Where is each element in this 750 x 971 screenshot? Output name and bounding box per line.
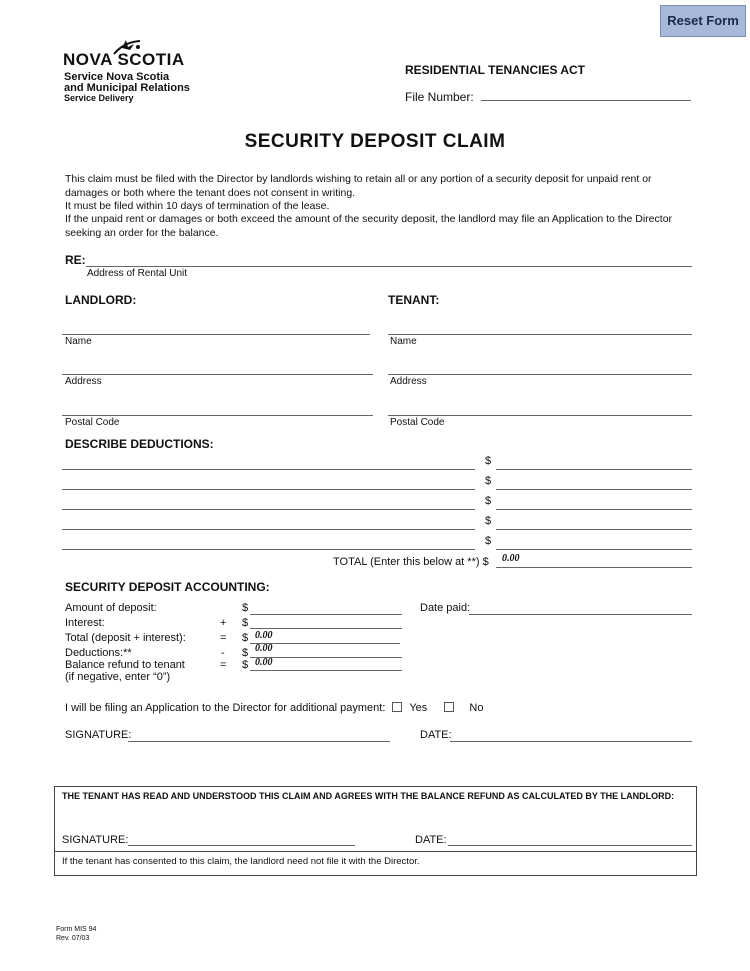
file-number-input[interactable]: [481, 86, 691, 101]
no-checkbox[interactable]: [444, 702, 454, 712]
balance-refund-note: (if negative, enter “0”): [65, 671, 171, 683]
date-paid-label: Date paid:: [420, 602, 471, 614]
reset-form-button[interactable]: Reset Form: [660, 5, 746, 37]
rental-address-caption: Address of Rental Unit: [87, 268, 188, 279]
tenant-consent-note: If the tenant has consented to this claim, the landlord need not file it with the Director.: [62, 856, 420, 867]
tenant-name-input[interactable]: [388, 320, 692, 335]
currency-symbol: $: [485, 515, 492, 527]
equals-operator: =: [220, 659, 227, 671]
deduction-amount-input[interactable]: [496, 475, 692, 490]
application-question: [65, 702, 483, 714]
yes-checkbox[interactable]: [392, 702, 402, 712]
tenant-agreement-box: [54, 786, 697, 876]
deductions-heading: DESCRIBE DEDUCTIONS:: [65, 437, 214, 451]
deduction-description-input[interactable]: [62, 475, 475, 490]
interest-input[interactable]: [250, 614, 402, 629]
logo-wordmark: NOVA SCOTIA: [63, 50, 185, 69]
currency-symbol: $: [242, 632, 249, 644]
landlord-signature-input[interactable]: [128, 727, 390, 742]
deduction-description-input[interactable]: [62, 535, 475, 550]
balance-refund-input[interactable]: [250, 656, 402, 671]
tenant-postal-input[interactable]: [388, 401, 692, 416]
landlord-name-label: Name: [65, 336, 92, 347]
date-label: DATE:: [420, 729, 452, 741]
minus-operator: -: [221, 647, 225, 659]
signature-label: SIGNATURE:: [65, 729, 132, 741]
landlord-address-label: Address: [65, 376, 102, 387]
tenant-date-input[interactable]: [448, 831, 692, 846]
intro-paragraph-2: It must be filed within 10 days of termination of the lease.: [65, 200, 330, 212]
deductions-total-value: 0.00: [502, 553, 520, 564]
tenant-signature-input[interactable]: [128, 831, 355, 846]
currency-symbol: $: [485, 455, 492, 467]
tenant-postal-label: Postal Code: [390, 417, 445, 428]
landlord-postal-input[interactable]: [62, 401, 373, 416]
accounting-heading: SECURITY DEPOSIT ACCOUNTING:: [65, 580, 270, 594]
department-name-2: and Municipal Relations: [64, 82, 190, 94]
deduction-amount-input[interactable]: [496, 535, 692, 550]
tenant-signature-label: SIGNATURE:: [62, 834, 129, 846]
deduction-description-input[interactable]: [62, 455, 475, 470]
landlord-address-input[interactable]: [62, 360, 373, 375]
deduction-description-input[interactable]: [62, 515, 475, 530]
application-question-text: I will be filing an Application to the Director for additional payment:: [65, 702, 386, 714]
intro-paragraph-1: This claim must be filed with the Director by landlords wishing to retain all or any portion of a security deposit for unpaid rent or damages or both where the tenant does not consent in writing.: [65, 173, 652, 199]
currency-symbol: $: [242, 602, 249, 614]
currency-symbol: $: [485, 475, 492, 487]
amount-of-deposit-label: Amount of deposit:: [65, 602, 157, 614]
currency-symbol: $: [242, 617, 249, 629]
landlord-date-input[interactable]: [450, 727, 692, 742]
no-label: No: [469, 702, 484, 714]
currency-symbol: $: [242, 647, 249, 659]
balance-refund-label: Balance refund to tenant: [65, 659, 185, 671]
department-name: Service Nova Scotia: [64, 71, 170, 83]
deduction-description-input[interactable]: [62, 495, 475, 510]
tenant-heading: TENANT:: [388, 293, 440, 307]
currency-symbol: $: [485, 495, 492, 507]
deductions-total-input[interactable]: [496, 553, 692, 568]
deduction-amount-input[interactable]: [496, 455, 692, 470]
yes-label: Yes: [409, 702, 428, 714]
file-number-label: File Number:: [405, 90, 474, 104]
form-revision: Rev. 07/03: [56, 935, 90, 942]
tenant-name-label: Name: [390, 336, 417, 347]
total-deposit-interest-input[interactable]: [250, 629, 400, 644]
box-divider: [55, 851, 696, 852]
tenant-address-label: Address: [390, 376, 427, 387]
deductions-total-label: TOTAL (Enter this below at **) $: [333, 556, 489, 568]
intro-paragraph-3: If the unpaid rent or damages or both exceed the amount of the security deposit, the landlord may file an Application to the Director seeking an order for the balance.: [65, 213, 673, 239]
plus-operator: +: [220, 617, 227, 629]
page-title: SECURITY DEPOSIT CLAIM: [244, 131, 506, 152]
division-name: Service Delivery: [64, 93, 134, 103]
date-paid-input[interactable]: [469, 600, 692, 615]
act-title: RESIDENTIAL TENANCIES ACT: [405, 63, 586, 77]
deductions-label: Deductions:**: [65, 647, 132, 659]
deduction-amount-input[interactable]: [496, 495, 692, 510]
total-deposit-interest-value: 0.00: [255, 630, 273, 641]
form-number: Form MIS 94: [56, 926, 97, 933]
equals-operator: =: [220, 632, 227, 644]
tenant-agreement-statement: THE TENANT HAS READ AND UNDERSTOOD THIS CLAIM AND AGREES WITH THE BALANCE REFUND AS CALCULATED BY THE LANDLORD:: [62, 791, 675, 801]
landlord-heading: LANDLORD:: [65, 293, 137, 307]
landlord-postal-label: Postal Code: [65, 417, 120, 428]
tenant-date-label: DATE:: [415, 834, 447, 846]
amount-of-deposit-input[interactable]: [250, 600, 402, 615]
deductions-amount-value: 0.00: [255, 643, 273, 654]
balance-refund-value: 0.00: [255, 657, 273, 668]
currency-symbol: $: [485, 535, 492, 547]
total-deposit-interest-label: Total (deposit + interest):: [65, 632, 186, 644]
deduction-amount-input[interactable]: [496, 515, 692, 530]
currency-symbol: $: [242, 659, 249, 671]
tenant-address-input[interactable]: [388, 360, 692, 375]
re-label: RE:: [65, 253, 86, 267]
landlord-name-input[interactable]: [62, 320, 370, 335]
interest-label: Interest:: [65, 617, 105, 629]
rental-address-input[interactable]: [86, 252, 692, 267]
